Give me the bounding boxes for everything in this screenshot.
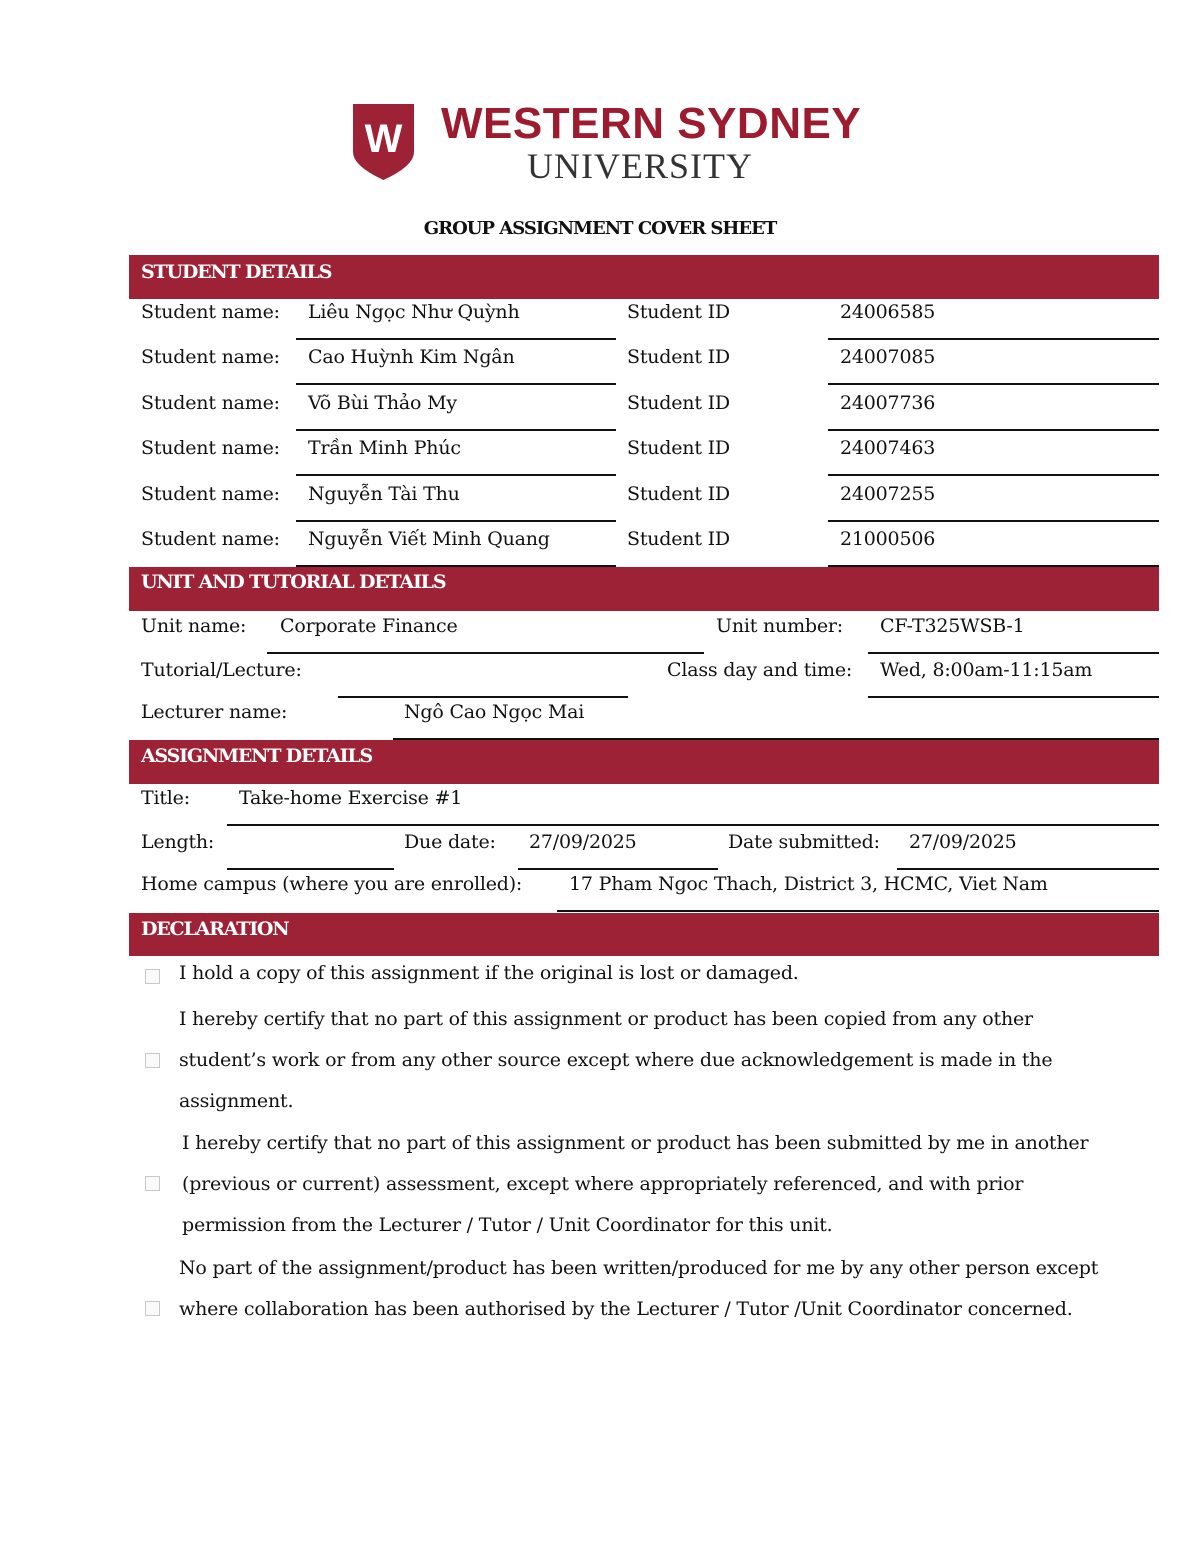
student-id-label: Student ID [627, 437, 730, 460]
due-date-underline [518, 868, 718, 870]
student-id-field[interactable]: 24007255 [840, 482, 936, 505]
logo-wordmark-line1: WESTERN SYDNEY [441, 99, 862, 148]
document-title: GROUP ASSIGNMENT COVER SHEET [423, 218, 777, 239]
declaration-checkbox-3[interactable] [145, 1176, 160, 1191]
student-name-field[interactable]: Võ Bùi Thảo My [308, 391, 457, 414]
student-id-underline [828, 474, 1159, 476]
student-name-label: Student name: [141, 391, 280, 414]
home-campus-field[interactable]: 17 Pham Ngoc Thach, District 3, HCMC, Viet Nam [569, 873, 1048, 895]
declaration-checkbox-4[interactable] [145, 1301, 160, 1316]
date-submitted-underline [897, 868, 1159, 870]
student-id-label: Student ID [627, 346, 730, 369]
student-name-field[interactable]: Liêu Ngọc Như Quỳnh [308, 301, 520, 323]
lecturer-field[interactable]: Ngô Cao Ngọc Mai [404, 701, 585, 723]
student-name-label: Student name: [141, 437, 280, 460]
student-name-underline [296, 429, 616, 431]
declaration-checkbox-2[interactable] [145, 1053, 160, 1068]
declaration-checkbox-1[interactable] [145, 969, 160, 984]
title-field[interactable]: Take-home Exercise #1 [239, 787, 463, 809]
unit-name-label: Unit name: [141, 615, 247, 637]
class-day-label: Class day and time: [667, 659, 853, 681]
length-label: Length: [141, 831, 215, 853]
unit-number-field[interactable]: CF-T325WSB-1 [880, 615, 1025, 637]
student-name-underline [296, 474, 616, 476]
student-name-field[interactable]: Trần Minh Phúc [308, 437, 461, 460]
unit-number-underline [868, 652, 1159, 654]
student-id-label: Student ID [627, 528, 730, 550]
unit-name-underline [267, 652, 704, 654]
student-name-underline [296, 338, 616, 340]
class-day-field[interactable]: Wed, 8:00am-11:15am [880, 659, 1093, 681]
unit-number-label: Unit number: [716, 615, 843, 637]
student-id-field[interactable]: 24007736 [840, 391, 936, 414]
student-id-underline [828, 520, 1159, 522]
student-id-label: Student ID [627, 301, 730, 323]
declaration-text-4: No part of the assignment/product has been written/produced for me by any other person except where collaboration has been authorised by the Lecturer / Tutor /Unit Coordinator concerned. [179, 1257, 1099, 1320]
student-name-label: Student name: [141, 301, 280, 323]
due-date-label: Due date: [404, 831, 496, 853]
student-details-heading: STUDENT DETAILS [129, 255, 1159, 299]
tutorial-underline [338, 696, 628, 698]
university-logo-shield-icon [353, 104, 414, 180]
student-name-label: Student name: [141, 528, 280, 550]
declaration-text-2: I hereby certify that no part of this assignment or product has been copied from any other student’s work or from any other source except where due acknowledgement is made in the assignment. [179, 1008, 1053, 1112]
student-id-underline [828, 338, 1159, 340]
student-name-label: Student name: [141, 346, 280, 369]
date-submitted-label: Date submitted: [728, 831, 880, 853]
student-id-field[interactable]: 24007085 [840, 346, 936, 369]
student-id-field[interactable]: 21000506 [840, 528, 936, 550]
date-submitted-field[interactable]: 27/09/2025 [909, 831, 1017, 853]
student-id-field[interactable]: 24007463 [840, 437, 936, 460]
assignment-details-heading: ASSIGNMENT DETAILS [129, 740, 1159, 784]
declaration-heading: DECLARATION [129, 913, 1159, 956]
home-campus-label: Home campus (where you are enrolled): [141, 873, 523, 895]
declaration-text-1: I hold a copy of this assignment if the original is lost or damaged. [179, 962, 799, 984]
student-name-field[interactable]: Nguyễn Tài Thu [308, 482, 460, 505]
student-name-underline [296, 520, 616, 522]
due-date-field[interactable]: 27/09/2025 [529, 831, 637, 853]
student-name-label: Student name: [141, 482, 280, 505]
title-label: Title: [141, 787, 190, 809]
student-id-label: Student ID [627, 391, 730, 414]
student-name-field[interactable]: Cao Huỳnh Kim Ngân [308, 346, 515, 369]
declaration-text-3: I hereby certify that no part of this assignment or product has been submitted by me in another (previous or current) assessment, except where appropriately referenced, and with prior permission from the Lecturer / Tutor / Unit Coordinator for this unit. [182, 1132, 1089, 1236]
logo-wordmark-line2: UNIVERSITY [527, 146, 753, 186]
class-day-underline [868, 696, 1159, 698]
unit-details-heading: UNIT AND TUTORIAL DETAILS [129, 567, 1159, 611]
student-id-underline [828, 429, 1159, 431]
student-name-field[interactable]: Nguyễn Viết Minh Quang [308, 528, 550, 550]
unit-name-field[interactable]: Corporate Finance [280, 615, 458, 637]
logo-letter: W [364, 117, 403, 161]
student-id-underline [828, 383, 1159, 385]
lecturer-label: Lecturer name: [141, 701, 288, 723]
student-id-field[interactable]: 24006585 [840, 301, 936, 323]
home-campus-underline [557, 910, 1159, 912]
student-id-label: Student ID [627, 482, 730, 505]
title-underline [227, 824, 1159, 826]
student-name-underline [296, 383, 616, 385]
tutorial-label: Tutorial/Lecture: [141, 659, 302, 681]
length-underline [227, 868, 394, 870]
